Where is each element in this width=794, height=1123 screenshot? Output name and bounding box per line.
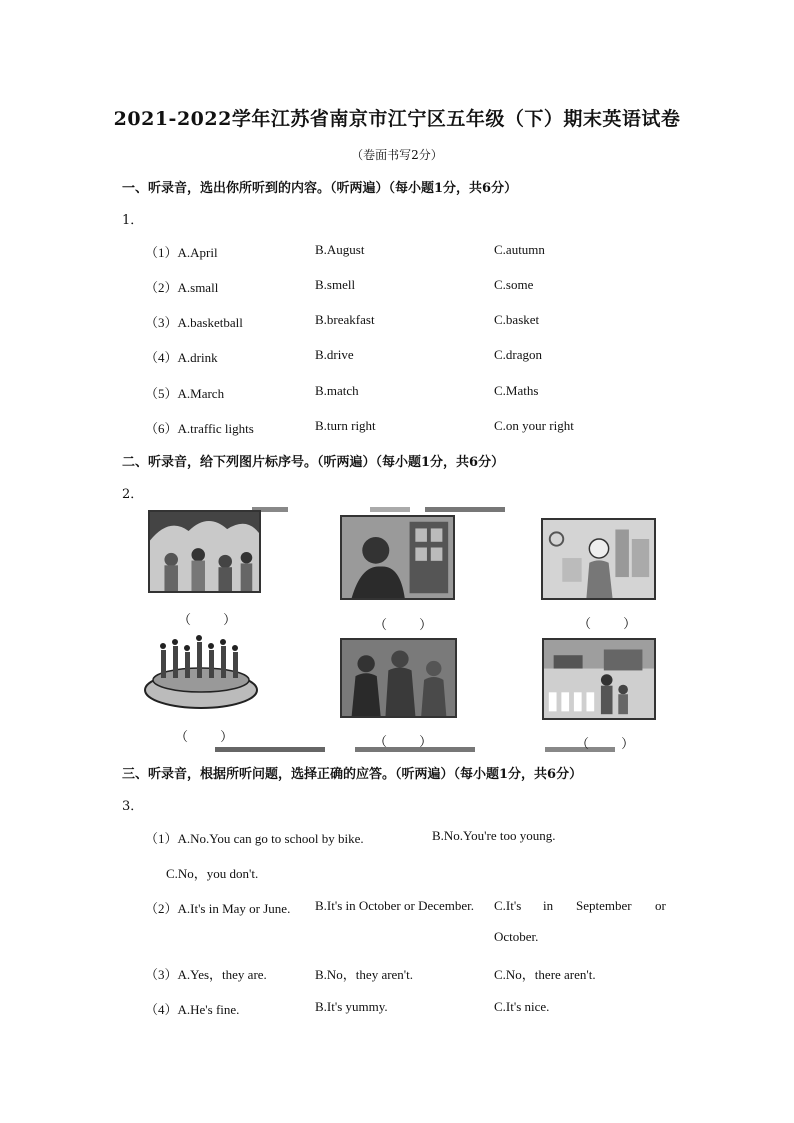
picture-street-crossing xyxy=(542,638,656,720)
q1-4-option-c: C.dragon xyxy=(494,347,543,362)
page-title: 2021-2022学年江苏省南京市江宁区五年级（下）期末英语试卷 xyxy=(113,108,681,130)
section-1-heading: 一、听录音，选出你所听到的内容。（听两遍）（每小题1分，共6分） xyxy=(122,181,518,196)
question-1-number: 1． xyxy=(122,213,144,228)
answer-paren-3: （ ） xyxy=(578,617,651,632)
picture-people-scene xyxy=(340,638,457,718)
q1-4-option-a: （4）A.drink xyxy=(145,350,218,365)
answer-paren-4: （ ） xyxy=(175,730,248,745)
q3-2-option-c-word5: October. xyxy=(494,929,539,944)
q1-5-option-b: B.match xyxy=(315,383,359,398)
q3-2-option-c-word1: C.It's xyxy=(494,898,522,913)
picture-crowd xyxy=(148,510,261,593)
q3-1-option-a: （1）A.No.You can go to school by bike. xyxy=(145,831,364,846)
q1-5-option-c: C.Maths xyxy=(494,383,539,398)
q1-2-option-c: C.some xyxy=(494,277,534,292)
section-3-heading: 三、听录音，根据所听问题，选择正确的应答。（听两遍）（每小题1分，共6分） xyxy=(122,767,583,782)
q3-1-option-b: B.No.You're too young. xyxy=(432,828,556,843)
q1-1-option-a: （1）A.April xyxy=(145,245,218,260)
q3-2-option-b: B.It's in October or December. xyxy=(315,898,475,913)
q3-4-option-c: C.It's nice. xyxy=(494,999,550,1014)
q3-4-option-a: （4）A.He's fine. xyxy=(145,1002,240,1017)
q3-2-option-c-word3: September xyxy=(576,898,632,913)
answer-paren-2: （ ） xyxy=(374,618,447,633)
question-2-number: 2． xyxy=(122,487,144,502)
q1-3-option-a: （3）A.basketball xyxy=(145,315,243,330)
q1-1-option-c: C.autumn xyxy=(494,242,545,257)
q1-2-option-a: （2）A.small xyxy=(145,280,219,295)
scan-artifact xyxy=(215,747,325,752)
q1-5-option-a: （5）A.March xyxy=(145,386,225,401)
q3-2-option-c-word4: or xyxy=(655,898,666,913)
scan-artifact xyxy=(425,507,505,512)
answer-paren-5: （ ） xyxy=(374,735,447,750)
q3-3-option-b: B.No，they aren't. xyxy=(315,967,414,982)
q1-4-option-b: B.drive xyxy=(315,347,354,362)
q3-3-option-c: C.No，there aren't. xyxy=(494,967,596,982)
q1-3-option-b: B.breakfast xyxy=(315,312,375,327)
section-2-heading: 二、听录音，给下列图片标序号。（听两遍）（每小题1分，共6分） xyxy=(122,455,505,470)
q1-1-option-b: B.August xyxy=(315,242,365,257)
q3-1-option-c: C.No，you don't. xyxy=(166,866,259,881)
q1-2-option-b: B.smell xyxy=(315,277,356,292)
answer-paren-6: （ ） xyxy=(576,737,649,752)
picture-worried-man xyxy=(541,518,656,600)
question-3-number: 3． xyxy=(122,799,144,814)
answer-paren-1: （ ） xyxy=(178,613,251,628)
q3-4-option-b: B.It's yummy. xyxy=(315,999,388,1014)
q1-6-option-a: （6）A.traffic lights xyxy=(145,421,254,436)
q3-3-option-a: （3）A.Yes，they are. xyxy=(145,967,267,982)
q1-6-option-b: B.turn right xyxy=(315,418,376,433)
q1-6-option-c: C.on your right xyxy=(494,418,574,433)
page-subtitle: （卷面书写2分） xyxy=(351,148,443,162)
picture-birthday-cake xyxy=(141,632,261,714)
q3-2-option-a: （2）A.It's in May or June. xyxy=(145,901,291,916)
scan-artifact xyxy=(370,507,410,512)
q3-2-option-c-word2: in xyxy=(543,898,554,913)
q1-3-option-c: C.basket xyxy=(494,312,540,327)
picture-window-person xyxy=(340,515,455,600)
